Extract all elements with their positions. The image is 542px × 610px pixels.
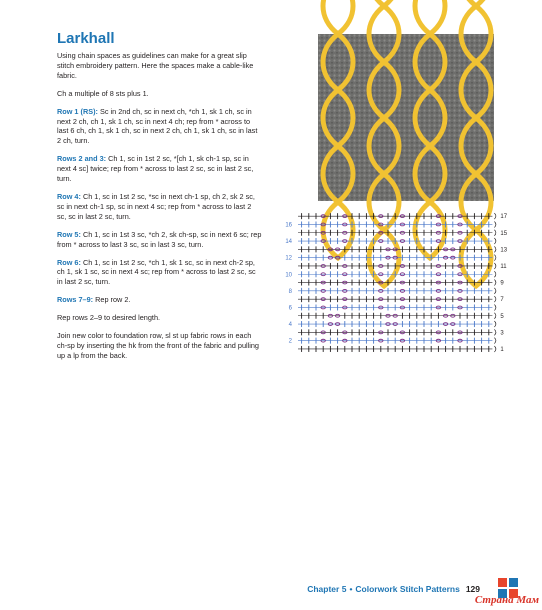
row-label: Row 1 (RS):: [57, 106, 98, 116]
pattern-title: Larkhall: [57, 30, 115, 47]
row-text: Ch 1, sc in 1st 2 sc, *sc in next ch-1 sp, ch 2, sk 2 sc, sc in next ch-1 sp, sc in next 4 sc; rep from * across to last 2 sc, sc in last 2 sc, turn.: [57, 191, 255, 221]
rows-7-9: [57, 295, 262, 305]
stitch-chart: [278, 208, 508, 354]
repeat-paragraph: Rep rows 2–9 to desired length.: [57, 313, 161, 323]
turning-chain: [494, 280, 496, 286]
row-number-left: 10: [285, 272, 292, 279]
row-number-right: 7: [500, 297, 504, 304]
watermark-text: Страна Мам: [474, 594, 539, 606]
finish-paragraph: Join new color to foundation row, sl st up fabric rows in each ch-sp by inserting the hk from the front of the fabric and pulling up a lp from the back.: [57, 331, 259, 360]
row-number-right: 3: [500, 330, 504, 337]
row-number-left: 6: [288, 305, 292, 312]
row-number-left: 4: [288, 322, 292, 329]
row-number-left: 16: [285, 222, 292, 229]
row-number-right: 11: [500, 263, 507, 270]
logo-square: [509, 578, 518, 587]
cable-loop: [323, 0, 353, 34]
row-text: Sc in 2nd ch, sc in next ch, *ch 1, sk 1 ch, sc in next 2 ch, ch 1, sk 1 ch, sc in next 4 ch; rep from * across to last 6 ch, ch 1, sk 1 ch, sc in next 2 ch, ch 1, sk 1 ch, sc in last 2 ch, turn.: [57, 106, 258, 146]
row-number-left: 12: [285, 255, 292, 262]
turning-chain: [494, 329, 496, 335]
turning-chain: [494, 338, 496, 344]
pattern-instructions: [57, 51, 262, 369]
turning-chain: [494, 296, 496, 302]
cable-loop: [415, 0, 445, 34]
rows-2-3: [57, 154, 262, 184]
turning-chain: [494, 213, 496, 219]
turning-chain: [494, 288, 496, 294]
page-number: 129: [465, 584, 480, 594]
chart-right-labels: [500, 214, 507, 353]
swatch-photo: [318, 34, 494, 201]
swatch-fabric: [318, 34, 494, 201]
row-1: [57, 107, 262, 147]
turning-chain: [494, 346, 496, 352]
row-label: Rows 2 and 3:: [57, 154, 107, 164]
multiple-paragraph: Ch a multiple of 8 sts plus 1.: [57, 88, 149, 98]
row-text: Ch 1, sc in 1st 3 sc, *ch 2, sk ch-sp, sc in next 6 sc; rep from * across to last 3 sc, sc in last 3 sc, turn.: [57, 229, 262, 249]
turning-chain: [494, 321, 496, 327]
row-number-right: 15: [500, 230, 508, 237]
row-number-right: 1: [500, 346, 504, 353]
row-number-right: 17: [500, 214, 508, 221]
row-4: [57, 192, 262, 222]
chapter-label: Chapter 5: [307, 584, 347, 594]
row-label: Rows 7–9:: [57, 295, 94, 305]
logo-square: [498, 578, 507, 587]
turning-chain: [494, 271, 496, 277]
row-number-left: 14: [285, 239, 292, 246]
chart-grid: [298, 213, 496, 352]
intro-paragraph: Using chain spaces as guidelines can make for a great slip stitch embroidery pattern. Here the spaces make a cable-like fabric.: [57, 51, 254, 80]
row-label: Row 5:: [57, 229, 81, 239]
row-label: Row 4:: [57, 191, 81, 201]
turning-chain: [494, 238, 496, 244]
row-5: [57, 230, 262, 250]
footer-bullet: •: [349, 584, 353, 594]
turning-chain: [494, 255, 496, 261]
row-text: Rep row 2.: [95, 295, 131, 305]
page-footer: [307, 584, 480, 594]
turning-chain: [494, 230, 496, 236]
turning-chain: [494, 313, 496, 319]
section-label: Colorwork Stitch Patterns: [355, 584, 460, 594]
row-number-left: 2: [288, 338, 292, 345]
row-number-right: 9: [500, 280, 504, 287]
row-label: Row 6:: [57, 257, 81, 267]
turning-chain: [494, 263, 496, 269]
turning-chain: [494, 304, 496, 310]
chart-left-labels: [285, 222, 292, 344]
row-number-right: 5: [500, 313, 504, 320]
row-number-right: 13: [500, 247, 508, 254]
row-6: [57, 258, 262, 288]
turning-chain: [494, 221, 496, 227]
row-number-left: 8: [288, 288, 292, 295]
row-text: Ch 1, sc in 1st 2 sc, *[ch 1, sk ch-1 sp, sc in next 4 sc] twice; rep from * across to last 2 sc, sc in last 2 sc, turn.: [57, 154, 254, 184]
row-text: Ch 1, sc in 1st 2 sc, *ch 1, sk 1 sc, sc in next ch-2 sp, ch 1, sk 1 sc, sc in next 4 sc; rep from * across to last 2 sc, sc in last 2 sc, turn.: [57, 257, 256, 287]
turning-chain: [494, 246, 496, 252]
watermark-logo: [470, 576, 540, 606]
